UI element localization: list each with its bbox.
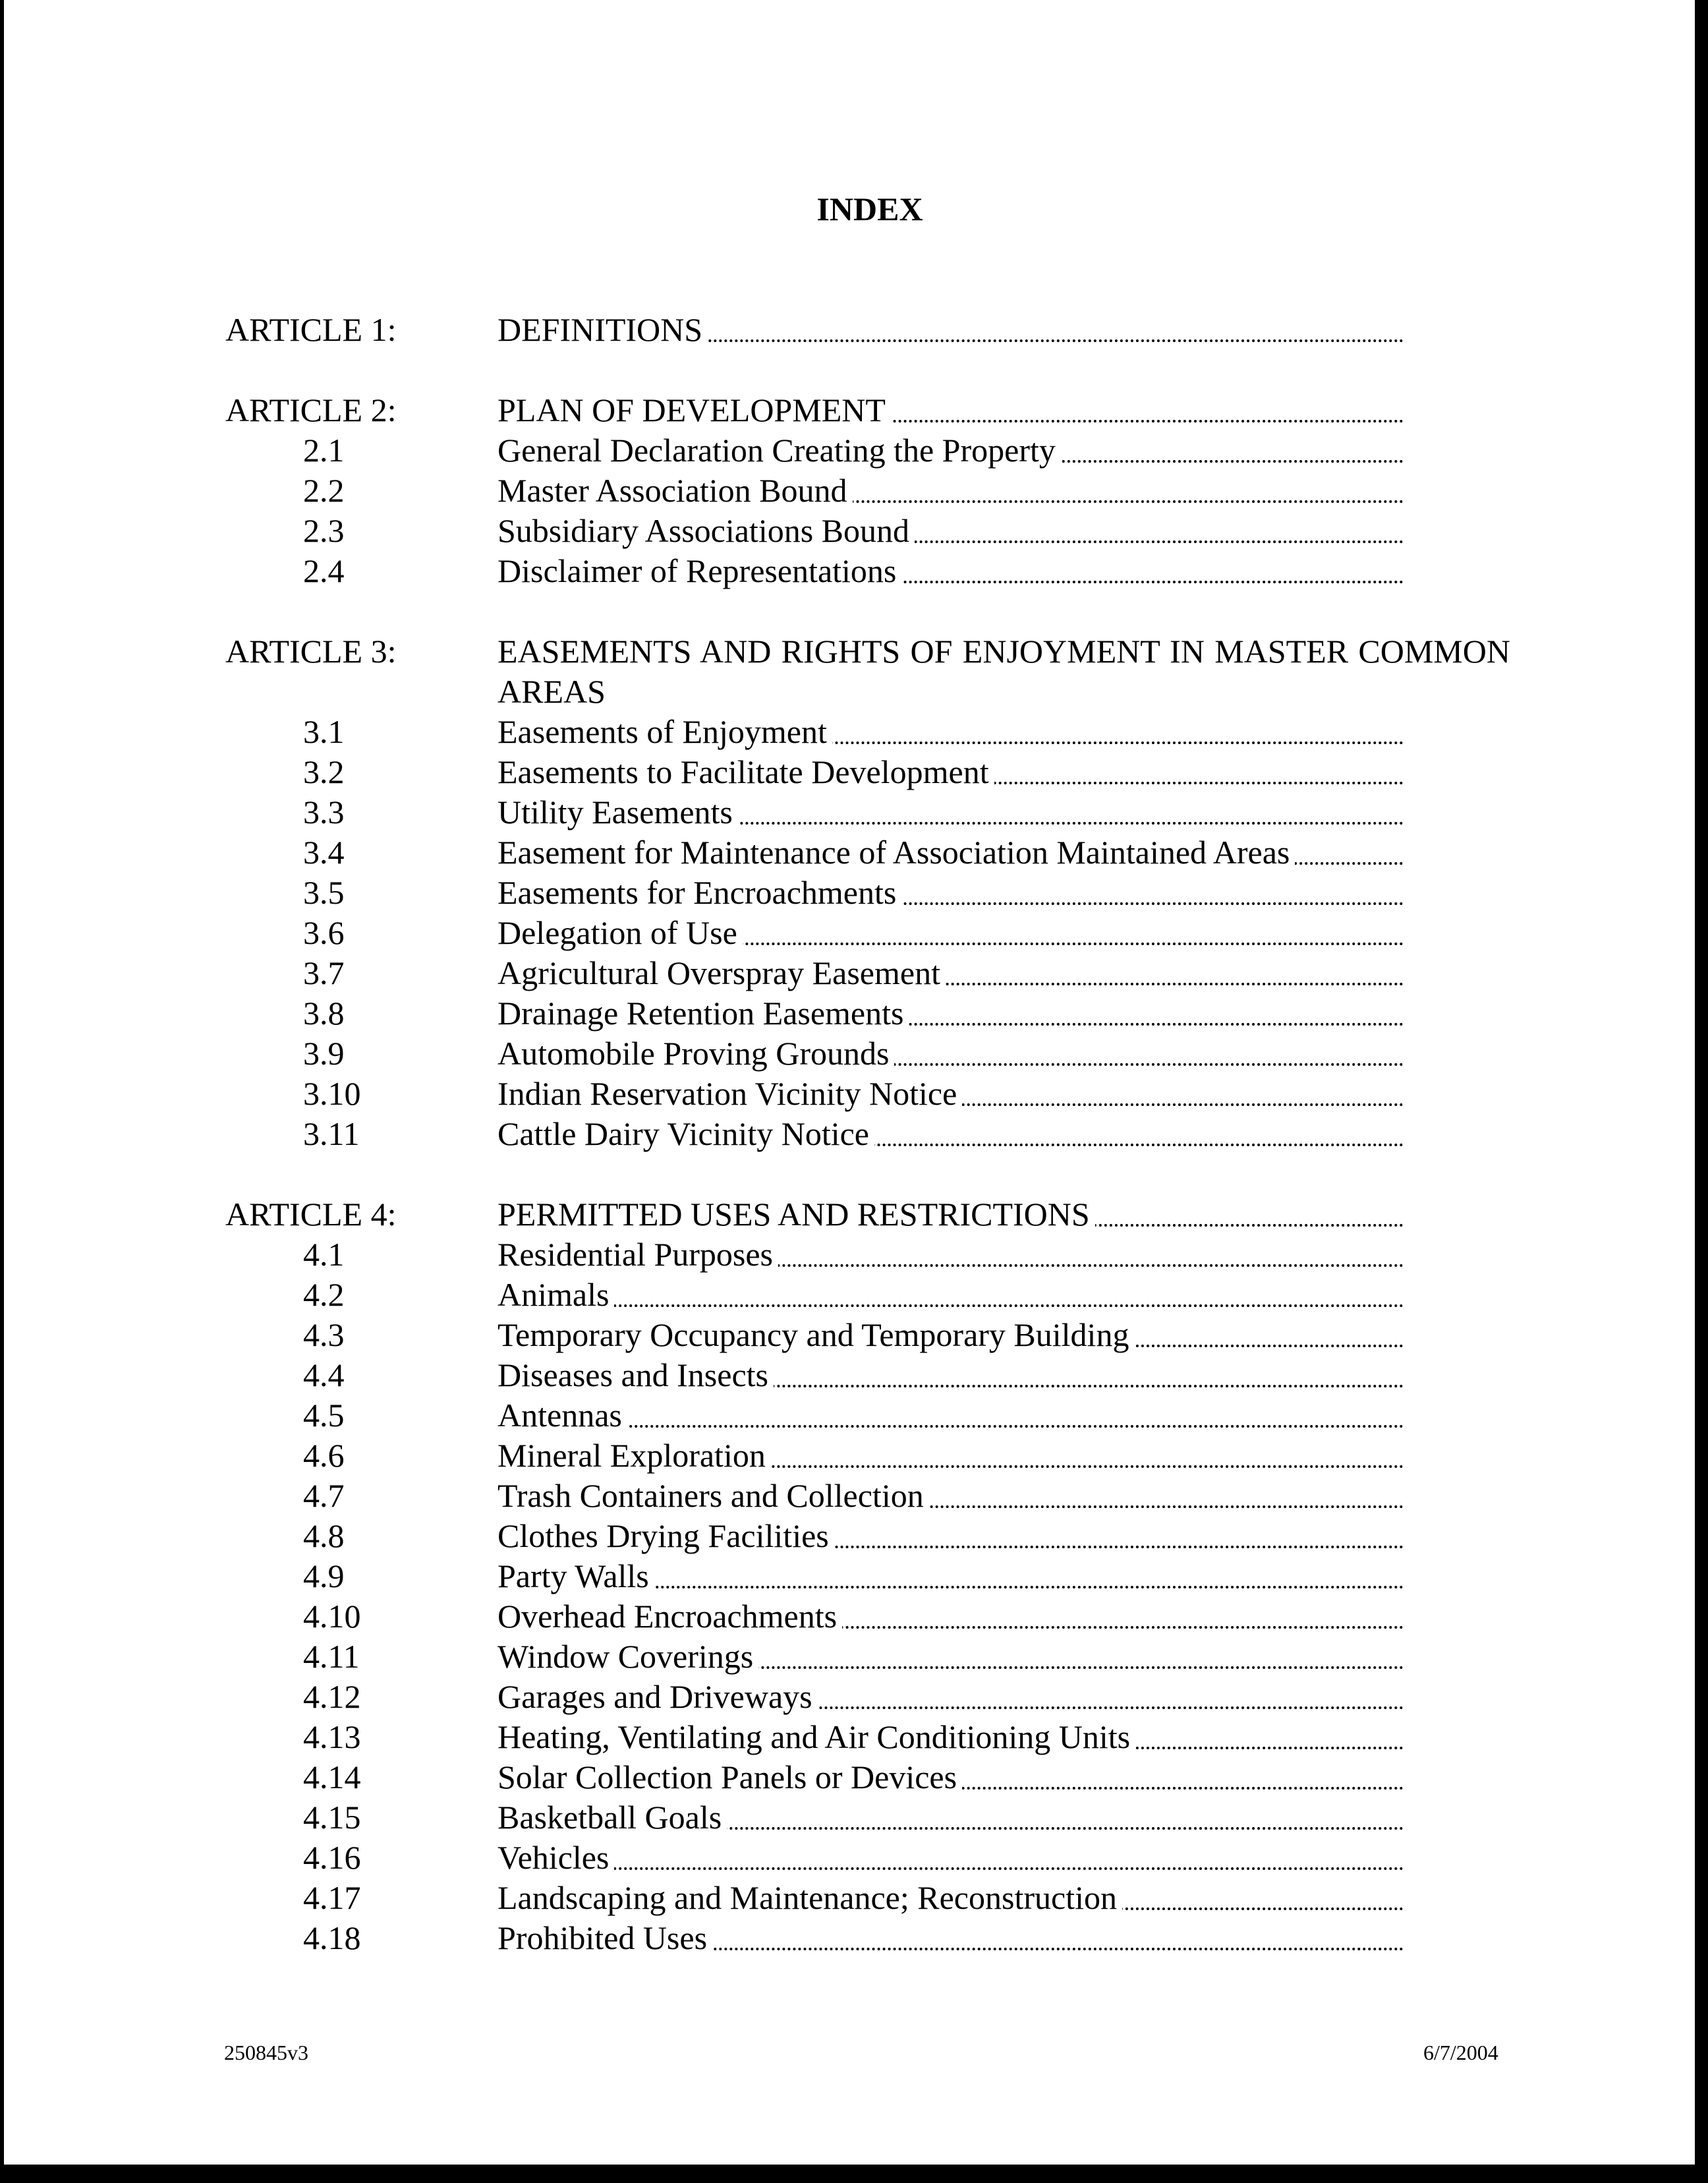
section-row — [0, 430, 1708, 471]
section-number: 4.9 — [303, 1557, 345, 1594]
section-entry — [498, 1677, 1404, 1717]
section-number: 4.3 — [303, 1316, 345, 1353]
section-entry — [498, 1838, 1404, 1878]
article-label: ARTICLE 3: — [225, 633, 397, 670]
table-of-contents — [0, 310, 1708, 1958]
section-title: Utility Easements — [498, 794, 738, 830]
section-entry — [498, 511, 1404, 551]
section-row — [0, 752, 1708, 792]
section-number: 4.8 — [303, 1517, 345, 1554]
document-date: 6/7/2004 — [1423, 2041, 1498, 2064]
section-number: 3.7 — [303, 954, 345, 991]
section-row — [0, 1235, 1708, 1275]
dot-leader — [498, 1867, 1404, 1870]
section-row — [0, 1315, 1708, 1355]
section-number: 3.8 — [303, 995, 345, 1032]
page-title: INDEX — [816, 190, 923, 227]
article-heading: PLAN OF DEVELOPMENT — [498, 392, 891, 428]
section-title: Subsidiary Associations Bound — [498, 512, 915, 549]
section-number: 2.3 — [303, 512, 345, 549]
section-row — [0, 1596, 1708, 1637]
section-entry — [498, 873, 1404, 913]
section-title: Cattle Dairy Vicinity Notice — [498, 1115, 874, 1152]
section-number: 2.4 — [303, 552, 345, 589]
section-title: Easements for Encroachments — [498, 874, 901, 911]
section-entry — [498, 1757, 1404, 1797]
section-entry — [498, 1033, 1404, 1074]
section-number: 4.15 — [303, 1799, 361, 1836]
section-entry — [498, 752, 1404, 792]
section-entry — [498, 1355, 1404, 1395]
section-number: 4.13 — [303, 1718, 361, 1755]
section-title: Drainage Retention Easements — [498, 995, 909, 1032]
section-row — [0, 1637, 1708, 1677]
section-title: Animals — [498, 1276, 614, 1313]
section-title: Garages and Driveways — [498, 1678, 818, 1715]
section-row — [0, 1033, 1708, 1074]
article-heading: DEFINITIONS — [498, 311, 708, 348]
section-number: 2.2 — [303, 472, 345, 509]
article-row — [0, 310, 1708, 350]
section-entry — [498, 993, 1404, 1033]
section-title: Diseases and Insects — [498, 1356, 774, 1393]
section-row — [0, 1074, 1708, 1114]
section-number: 4.4 — [303, 1356, 345, 1393]
section-number: 3.4 — [303, 834, 345, 871]
section-row — [0, 1556, 1708, 1596]
section-entry — [498, 1315, 1404, 1355]
section-entry — [498, 1275, 1404, 1315]
section-title: Party Walls — [498, 1557, 654, 1594]
section-title: Window Coverings — [498, 1638, 758, 1675]
section-number: 4.2 — [303, 1276, 345, 1313]
section-row — [0, 1838, 1708, 1878]
section-title: Disclaimer of Representations — [498, 552, 901, 589]
section-number: 4.1 — [303, 1236, 345, 1273]
section-number: 4.11 — [303, 1638, 360, 1675]
section-entry — [498, 792, 1404, 832]
section-entry — [498, 1476, 1404, 1516]
section-number: 4.18 — [303, 1919, 361, 1956]
section-number: 3.11 — [303, 1115, 360, 1152]
section-number: 3.6 — [303, 914, 345, 951]
article-row — [0, 631, 1708, 712]
section-entry — [498, 913, 1404, 953]
article-entry — [498, 390, 1404, 430]
article-label: ARTICLE 2: — [225, 392, 397, 428]
section-number: 4.14 — [303, 1759, 361, 1795]
section-entry — [498, 430, 1404, 471]
article-heading: PERMITTED USES AND RESTRICTIONS — [498, 1196, 1095, 1233]
section-entry — [498, 1395, 1404, 1436]
section-row — [0, 511, 1708, 551]
section-title: General Declaration Creating the Property — [498, 432, 1061, 469]
section-row — [0, 1516, 1708, 1556]
section-title: Mineral Exploration — [498, 1437, 771, 1474]
article-row — [0, 390, 1708, 430]
scan-border-bottom — [0, 2165, 1708, 2183]
section-number: 3.5 — [303, 874, 345, 911]
section-title: Easement for Maintenance of Association Maintained Areas — [498, 834, 1295, 871]
section-row — [0, 1355, 1708, 1395]
section-row — [0, 712, 1708, 752]
section-entry — [498, 1235, 1404, 1275]
section-number: 4.6 — [303, 1437, 345, 1474]
section-entry — [498, 832, 1404, 873]
section-entry — [498, 1556, 1404, 1596]
section-title: Master Association Bound — [498, 472, 853, 509]
section-number: 4.12 — [303, 1678, 361, 1715]
document-id: 250845v3 — [224, 2041, 308, 2064]
section-row — [0, 1275, 1708, 1315]
section-title: Clothes Drying Facilities — [498, 1517, 834, 1554]
section-title: Agricultural Overspray Easement — [498, 954, 946, 991]
section-row — [0, 1717, 1708, 1757]
section-title: Landscaping and Maintenance; Reconstruction — [498, 1879, 1122, 1916]
section-row — [0, 1476, 1708, 1516]
section-title: Basketball Goals — [498, 1799, 727, 1836]
section-entry — [498, 471, 1404, 511]
section-title: Automobile Proving Grounds — [498, 1035, 894, 1072]
section-row — [0, 1436, 1708, 1476]
section-row — [0, 1395, 1708, 1436]
section-row — [0, 1918, 1708, 1958]
section-row — [0, 1677, 1708, 1717]
section-entry — [498, 1516, 1404, 1556]
section-entry — [498, 551, 1404, 591]
section-entry — [498, 1717, 1404, 1757]
section-entry — [498, 1114, 1404, 1154]
section-row — [0, 471, 1708, 511]
section-number: 4.17 — [303, 1879, 361, 1916]
article-label: ARTICLE 1: — [225, 311, 397, 348]
section-entry — [498, 1637, 1404, 1677]
section-row — [0, 832, 1708, 873]
section-title: Vehicles — [498, 1839, 614, 1876]
article-entry — [498, 1194, 1404, 1235]
section-title: Easements of Enjoyment — [498, 713, 832, 750]
section-row — [0, 1757, 1708, 1797]
section-entry — [498, 1878, 1404, 1918]
section-title: Temporary Occupancy and Temporary Building — [498, 1316, 1134, 1353]
section-title: Residential Purposes — [498, 1236, 778, 1273]
section-number: 2.1 — [303, 432, 345, 469]
article-label: ARTICLE 4: — [225, 1196, 397, 1233]
section-number: 3.3 — [303, 794, 345, 830]
article-row — [0, 1194, 1708, 1235]
section-title: Indian Reservation Vicinity Notice — [498, 1075, 962, 1112]
section-title: Prohibited Uses — [498, 1919, 712, 1956]
section-number: 4.16 — [303, 1839, 361, 1876]
section-row — [0, 953, 1708, 993]
section-row — [0, 873, 1708, 913]
section-title: Solar Collection Panels or Devices — [498, 1759, 962, 1795]
article-entry — [498, 310, 1404, 350]
dot-leader — [498, 1425, 1404, 1428]
article-heading: EASEMENTS AND RIGHTS OF ENJOYMENT IN MASTER COMMON AREAS — [498, 633, 1510, 710]
section-row — [0, 993, 1708, 1033]
section-row — [0, 792, 1708, 832]
section-number: 4.5 — [303, 1397, 345, 1434]
section-entry — [498, 953, 1404, 993]
section-number: 4.7 — [303, 1477, 345, 1514]
section-row — [0, 1878, 1708, 1918]
section-entry — [498, 712, 1404, 752]
section-row — [0, 1797, 1708, 1838]
section-number: 3.2 — [303, 753, 345, 790]
section-entry — [498, 1596, 1404, 1637]
section-row — [0, 1114, 1708, 1154]
section-entry — [498, 1436, 1404, 1476]
section-entry — [498, 1797, 1404, 1838]
dot-leader — [498, 1304, 1404, 1307]
section-title: Heating, Ventilating and Air Conditioning Units — [498, 1718, 1135, 1755]
section-number: 4.10 — [303, 1598, 361, 1635]
section-row — [0, 913, 1708, 953]
section-title: Delegation of Use — [498, 914, 743, 951]
section-row — [0, 551, 1708, 591]
section-number: 3.1 — [303, 713, 345, 750]
section-title: Overhead Encroachments — [498, 1598, 842, 1635]
section-title: Easements to Facilitate Development — [498, 753, 994, 790]
section-entry — [498, 1918, 1404, 1958]
section-title: Antennas — [498, 1397, 627, 1434]
section-entry — [498, 1074, 1404, 1114]
section-number: 3.9 — [303, 1035, 345, 1072]
section-title: Trash Containers and Collection — [498, 1477, 929, 1514]
section-number: 3.10 — [303, 1075, 361, 1112]
